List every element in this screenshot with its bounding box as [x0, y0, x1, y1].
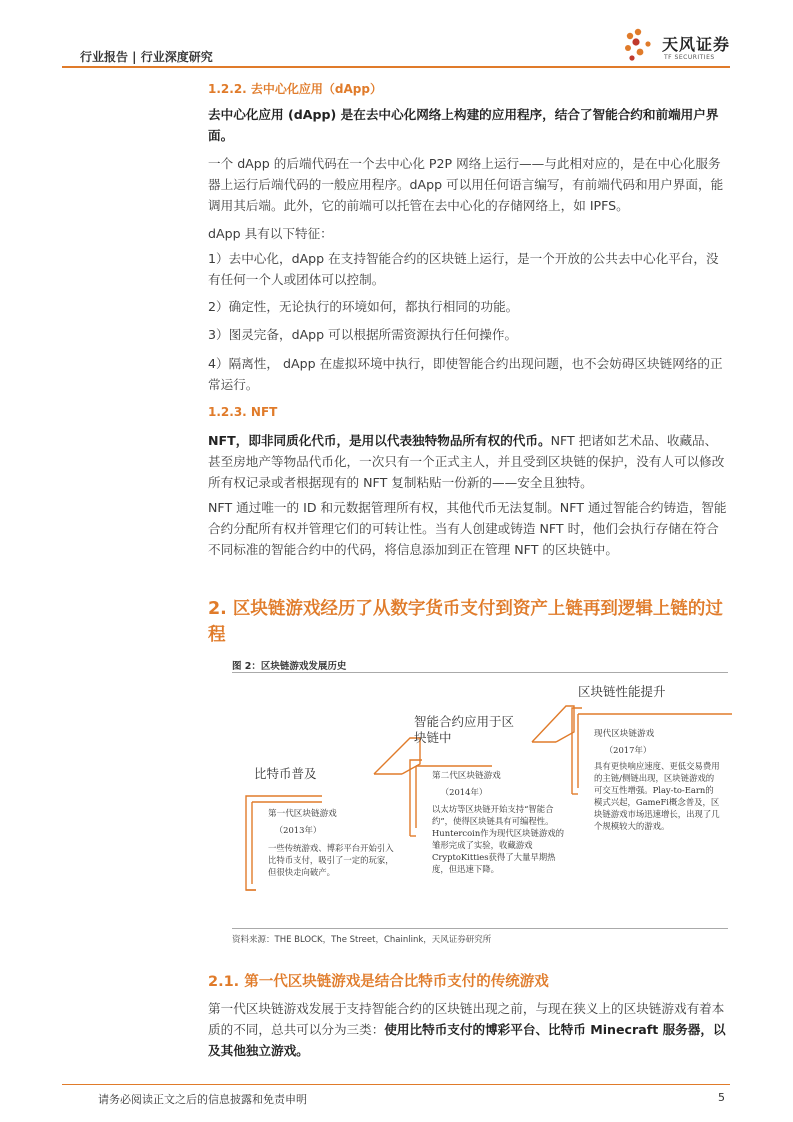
- stage-3-label: 区块链性能提升: [578, 684, 666, 699]
- heading-section-2-1: 2.1. 第一代区块链游戏是结合比特币支付的传统游戏: [208, 974, 549, 990]
- sec21-para-plain: 第一代区块链游戏发展于支持智能合约的区块链出现之前，与现在狭义上的区块链游戏有着本质的不同，总共可以分为三类：: [208, 1001, 725, 1037]
- footer-disclaimer: 请务必阅读正文之后的信息披露和免责申明: [98, 1093, 307, 1106]
- dapp-intro-bold: 去中心化应用 (dApp) 是在去中心化网络上构建的应用程序，结合了智能合约和前端用户界面。: [208, 107, 719, 143]
- dapp-para2: dApp 具有以下特征：: [208, 226, 333, 241]
- dapp-item-2: 2）确定性，无论执行的环境如何，都执行相同的功能。: [208, 299, 519, 314]
- nft-para1-rest: NFT 把诸如艺术品、收藏品、甚至房地产等物品代币化，一次只有一个正式主人，并且受到区块链的保护，没有人可以修改所有权记录或者根据现有的 NFT 复制粘贴一份新的——安全且独特。: [208, 433, 725, 490]
- box-3-year: （2017年）: [604, 745, 652, 755]
- box-1-title: 第一代区块链游戏: [268, 809, 337, 819]
- footer-divider: [62, 1084, 730, 1085]
- company-logo: [622, 26, 742, 66]
- header-divider: [62, 66, 730, 68]
- dapp-item-1: 1）去中心化，dApp 在支持智能合约的区块链上运行，是一个开放的公共去中心化平台，没有任何一个人或团体可以控制。: [208, 251, 719, 287]
- dapp-para1: 一个 dApp 的后端代码在一个去中心化 P2P 网络上运行——与此相对应的，是在中心化服务器上运行后端代码的一般应用程序。dApp 可以用任何语言编写，有前端代码和用户界面，能调用其后端。此外，它的前端可以托管在去中心化的存储网络上，如 IPFS。: [208, 156, 724, 213]
- logo-en-text: TF SECURITIES: [664, 54, 715, 61]
- figure-caption: 图 2：区块链游戏发展历史: [232, 661, 347, 672]
- box-2-title: 第二代区块链游戏: [432, 771, 501, 781]
- stair-step-2: [532, 706, 574, 742]
- box-2-text: 以太坊等区块链开始支持“智能合约”，使得区块链具有可编程性。Huntercoin作为现代区块链游戏的雏形完成了实验，收藏游戏CryptoKitties获得了大量早期热度，但迅速下降。: [432, 804, 564, 874]
- nft-para1: [208, 430, 728, 493]
- heading-section-2: 2. 区块链游戏经历了从数字货币支付到资产上链再到逻辑上链的过程: [208, 599, 723, 645]
- dapp-item-3: 3）图灵完备，dApp 可以根据所需资源执行任何操作。: [208, 327, 518, 342]
- report-type-header: 行业报告 | 行业深度研究: [80, 50, 213, 64]
- dapp-item-4: 4）隔离性， dApp 在虚拟环境中执行，即使智能合约出现问题，也不会妨碍区块链网络的正常运行。: [208, 356, 723, 392]
- box-3-title: 现代区块链游戏: [594, 729, 655, 739]
- box-3-text: 具有更快响应速度、更低交易费用的主链/侧链出现，区块链游戏的可交互性增强。Play-to-Earn的模式兴起，GameFi概念普及，区块链游戏市场迅速增长，出现了几个规模较大的游戏。: [594, 761, 720, 831]
- box-1-year: （2013年）: [274, 825, 322, 835]
- figure-source: 资料来源：THE BLOCK，The Street，Chainlink，天风证券研究所: [232, 935, 492, 945]
- heading-dapp: 1.2.2. 去中心化应用（dApp）: [208, 82, 382, 96]
- sec21-para: [208, 998, 728, 1061]
- figure-bottom-rule: [232, 928, 728, 929]
- sec21-para-bold: 使用比特币支付的博彩平台、比特币 Minecraft 服务器，以及其他独立游戏。: [208, 1022, 726, 1058]
- stage-1-label: 比特币普及: [254, 766, 317, 781]
- nft-para1-bold: NFT，即非同质化代币，是用以代表独特物品所有权的代币。: [208, 433, 551, 448]
- dapp-intro: [208, 104, 728, 146]
- heading-nft: 1.2.3. NFT: [208, 405, 278, 419]
- page-number: 5: [718, 1091, 725, 1104]
- nft-para2: NFT 通过唯一的 ID 和元数据管理所有权，其他代币无法复制。NFT 通过智能合约铸造，智能合约分配所有权并管理它们的可转让性。当有人创建或铸造 NFT 时，他们会执行存储在符合不同标准的智能合约中的代码，将信息添加到正在管理 NFT 的区块链中。: [208, 500, 727, 557]
- logo-cn-text: 天风证券: [662, 35, 731, 54]
- figure-top-rule: [232, 672, 728, 673]
- blockchain-game-history-diagram: [232, 676, 732, 926]
- box-1-text: 一些传统游戏、博彩平台开始引入比特币支付，吸引了一定的玩家，但很快走向破产。: [268, 843, 394, 877]
- box-2-year: （2014年）: [440, 787, 488, 797]
- logo-mark-icon: [622, 26, 662, 66]
- stage-2-label: 智能合约应用于区块链中: [414, 714, 515, 745]
